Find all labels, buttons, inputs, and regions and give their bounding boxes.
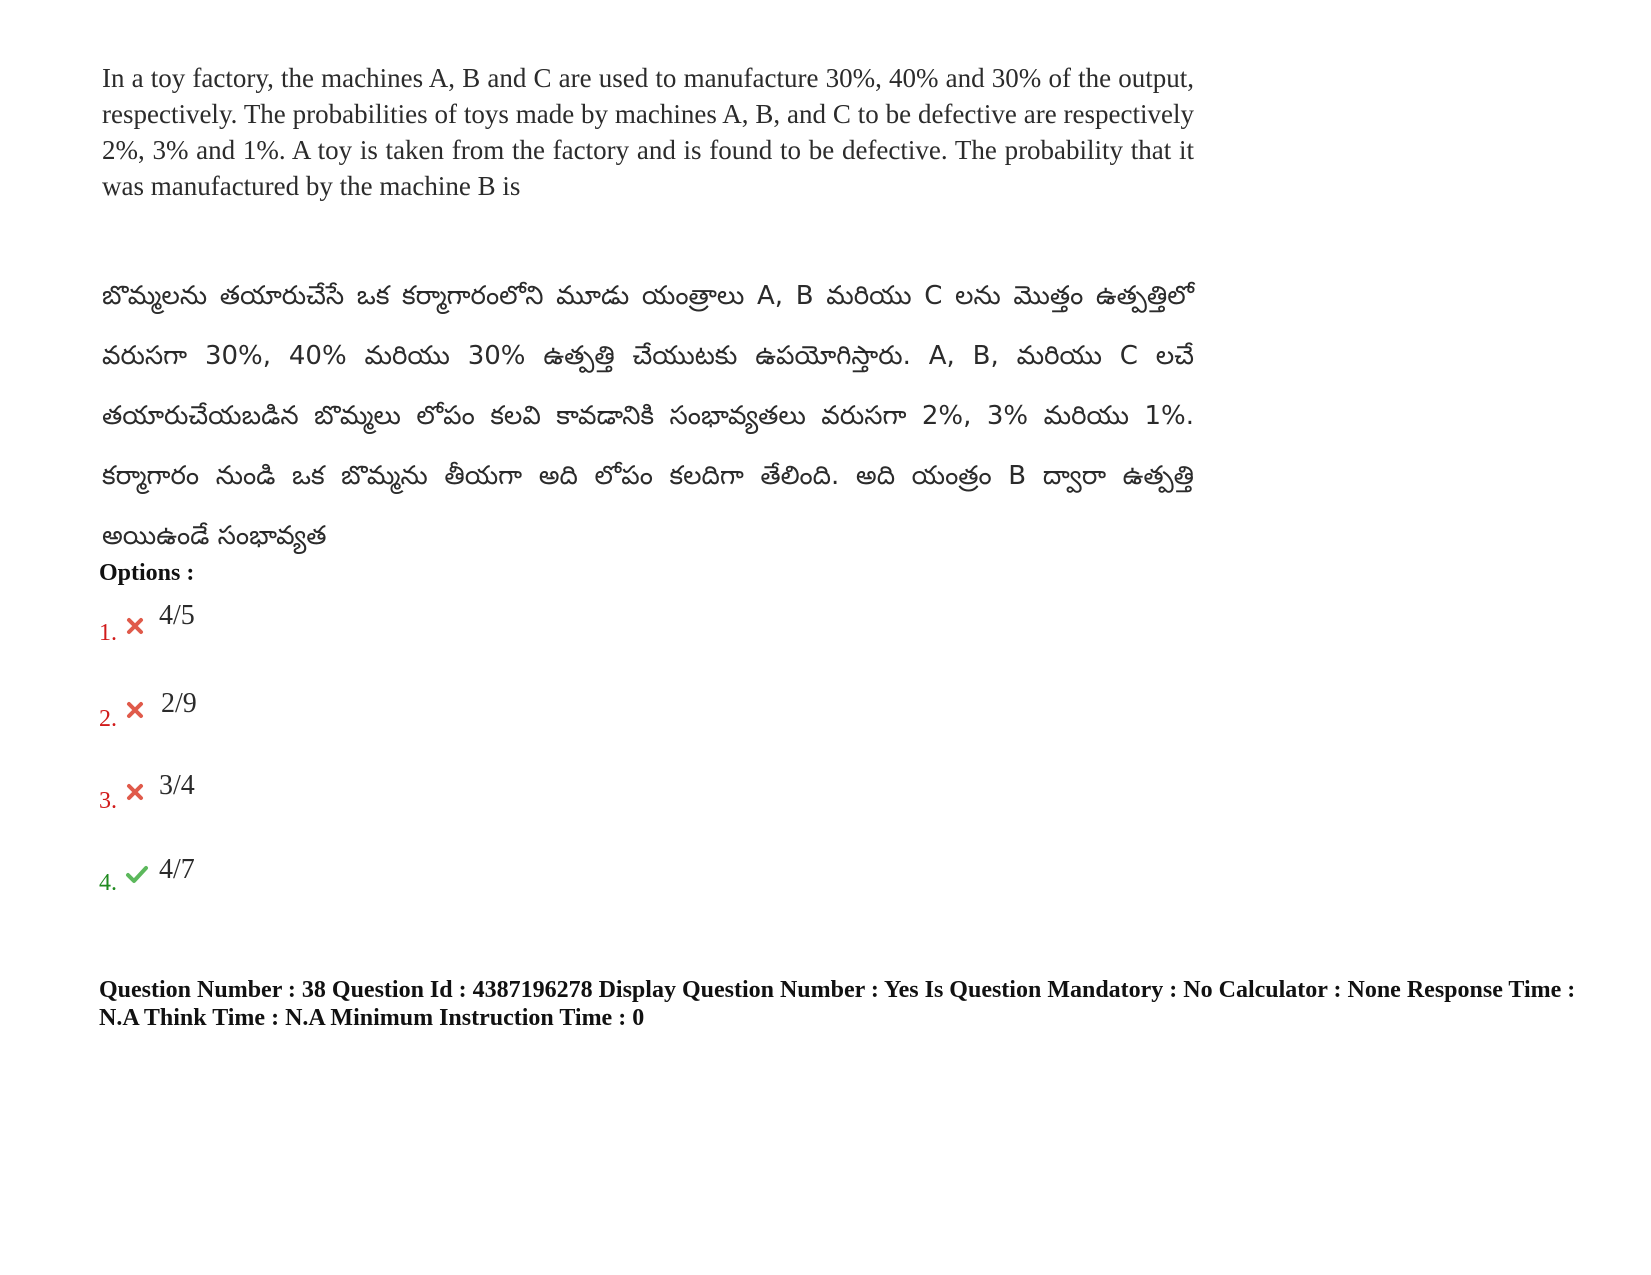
option-number: 1. xyxy=(99,620,117,646)
option-value: 4/7 xyxy=(159,854,195,885)
option-number: 2. xyxy=(99,706,117,732)
option-number: 3. xyxy=(99,788,117,814)
option-value: 4/5 xyxy=(159,600,195,631)
question-text-telugu: బొమ్మలను తయారుచేసే ఒక కర్మాగారంలోని మూడు యంత్రాలు A, B మరియు C లను మొత్తం ఉత్పత్తిలో వరుసగా 30%, 40% మరియు 30% ఉత్పత్తి చేయుటకు ఉపయోగిస్తారు. A, B, మరియు C లచే తయారుచేయబడిన బొమ్మలు లోపం కలవి కావడానికి సంభావ్యతలు వరుసగా 2%, 3% మరియు 1%. కర్మాగారం నుండి ఒక బొమ్మను తీయగా అది లోపం కలదిగా తేలింది. అది యంత్రం B ద్వారా ఉత్పత్తి అయిఉండే సంభావ్యత xyxy=(102,281,1194,551)
check-icon xyxy=(125,864,149,884)
cross-icon xyxy=(125,782,145,802)
cross-icon xyxy=(125,616,145,636)
option-value: 3/4 xyxy=(159,770,195,801)
question-meta: Question Number : 38 Question Id : 4387196278 Display Question Number : Yes Is Question Mandatory : No Calculator : None Response Time : N.A Think Time : N.A Minimum Instruction Time : 0 xyxy=(99,977,1576,1031)
option-value: 2/9 xyxy=(161,688,197,719)
cross-icon xyxy=(125,700,145,720)
option-number: 4. xyxy=(99,870,117,896)
options-label: Options : xyxy=(99,560,195,586)
question-text-english: In a toy factory, the machines A, B and C are used to manufacture 30%, 40% and 30% of the output, respectively. The probabilities of toys made by machines A, B, and C to be defective are respectively 2%, 3% and 1%. A toy is taken from the factory and is found to be defective. The probability that it was manufactured by the machine B is xyxy=(102,63,1194,201)
